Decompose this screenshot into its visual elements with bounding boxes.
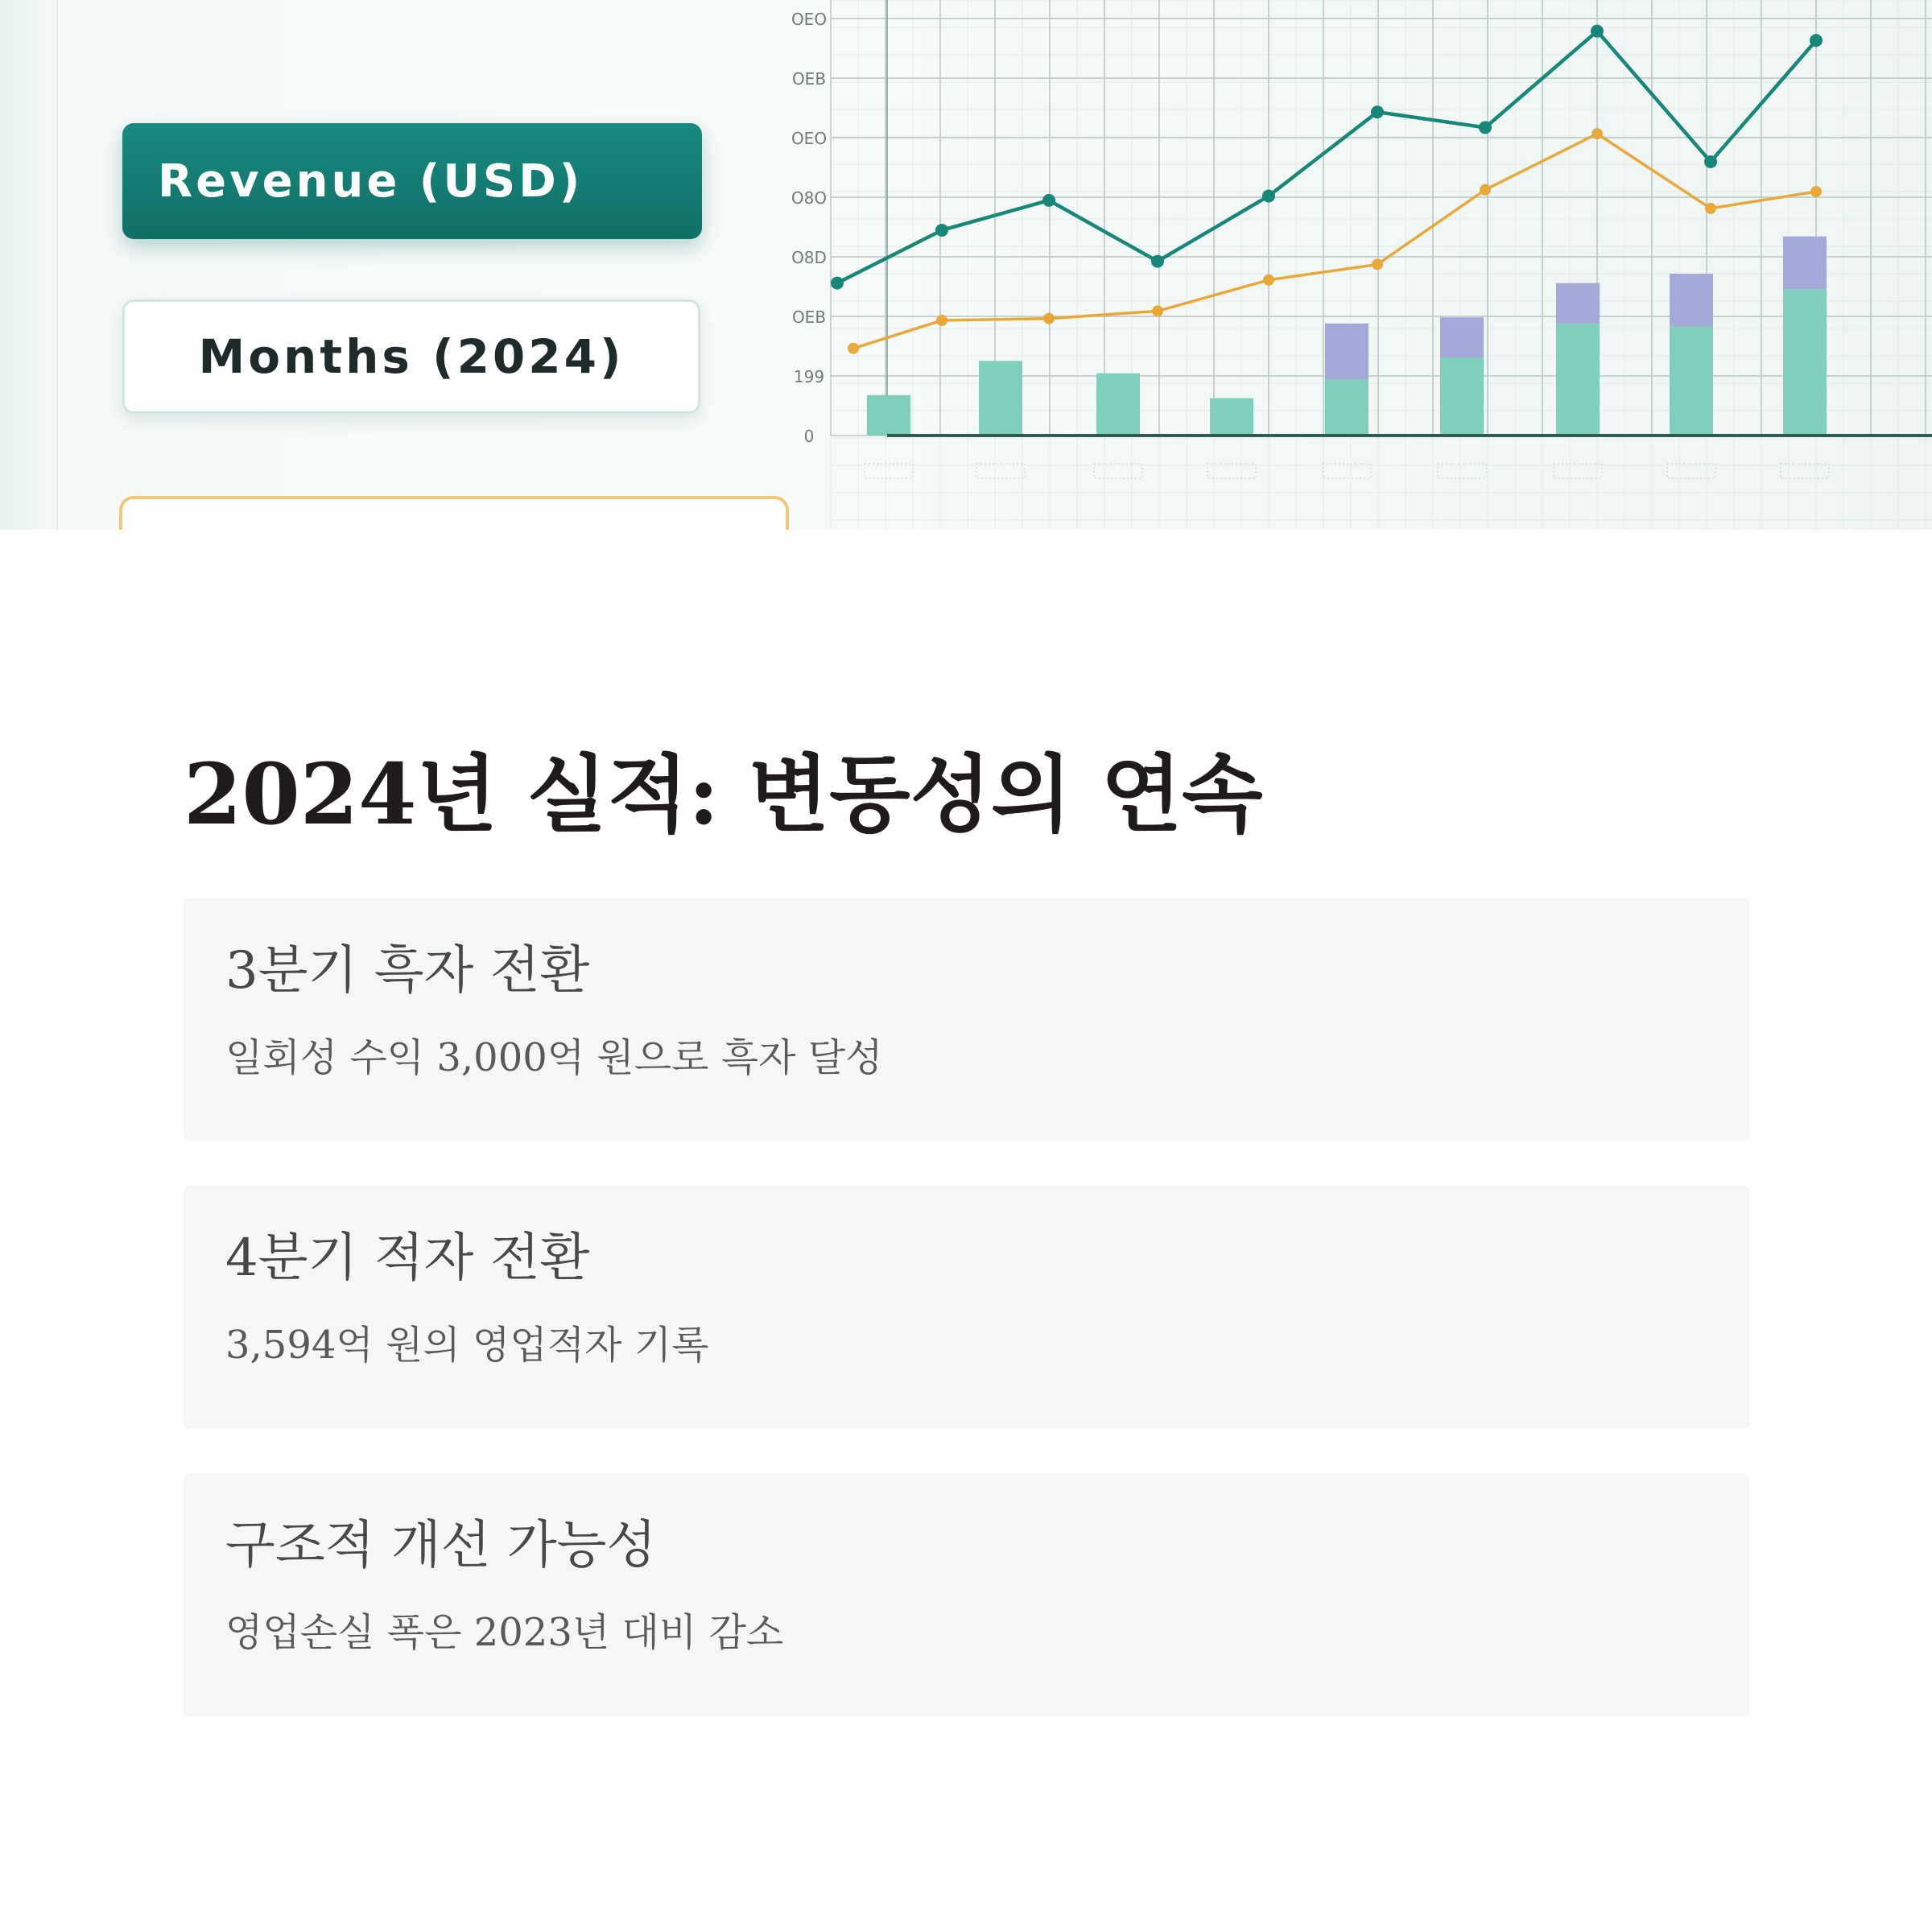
y-tick-label: OEB [791,308,827,327]
bar-base [1096,374,1140,436]
revenue-chart [773,0,1932,530]
bar-base [1325,379,1368,436]
bar-base [1210,398,1253,436]
card-q3-turnaround [184,898,1750,1141]
bar-stack [1783,237,1827,290]
x-tick-label-placeholder [1208,464,1256,478]
series-point [848,343,859,354]
bar-base [867,395,910,436]
bar-stack [1556,283,1600,324]
card-q4-loss [184,1186,1750,1429]
bar-base [1440,357,1484,436]
y-tick-label: 199 [793,367,825,386]
y-tick-label: OEO [791,129,828,148]
bar-base [1556,324,1600,436]
x-tick-label-placeholder [1438,464,1486,478]
months-label: Months (2024) [198,329,625,384]
series-point [1262,189,1275,202]
bar-base [979,361,1022,436]
bar-stack [1325,324,1368,380]
hero-frame-edge [0,0,58,530]
x-tick-label-placeholder [1323,464,1371,478]
series-point [1480,184,1491,196]
x-tick-label-placeholder [865,464,913,478]
card-title: 구조적 개선 가능성 [225,1516,657,1575]
series-point [1043,313,1055,324]
revenue-label: Revenue (USD) [158,155,584,208]
y-tick-label: O8D [791,248,827,267]
card-description: 3,594억 원의 영업적자 기록 [225,1323,709,1368]
series-point [1704,155,1717,168]
card-title: 4분기 적자 전환 [225,1228,590,1288]
series-point [935,224,948,237]
series-point [1042,194,1055,207]
page-title: 2024년 실적: 변동성의 연속 [184,745,1263,844]
series-point [1152,305,1163,316]
series-point [1705,203,1716,214]
months-label-pill [122,299,700,414]
series-point [1372,258,1383,270]
series-line [837,31,1816,283]
series-point [1810,34,1823,47]
bar-stack [1670,274,1713,327]
x-tick-label-placeholder [1667,464,1715,478]
series-point [1371,105,1384,118]
series-point [1591,25,1604,38]
hero-banner [0,0,1932,530]
y-tick-label: OEB [791,69,827,89]
card-title: 3분기 흑자 전환 [225,941,590,1001]
card-structural-improvement [184,1473,1750,1716]
card-description: 영업손실 폭은 2023년 대비 감소 [225,1610,784,1655]
series-point [1479,121,1492,134]
series-point [1263,275,1274,286]
series-point [1151,255,1164,268]
partial-label-pill [119,496,789,530]
x-tick-label-placeholder [976,464,1025,478]
bar-base [1783,289,1827,436]
x-tick-label-placeholder [1781,464,1829,478]
x-tick-label-placeholder [1094,464,1142,478]
series-point [936,315,947,326]
y-tick-label: OEO [791,10,828,29]
y-tick-label: 0 [803,427,815,446]
y-tick-label: O8O [791,188,828,208]
series-point [1810,186,1822,197]
x-tick-label-placeholder [1554,464,1602,478]
bar-base [1670,327,1713,436]
revenue-label-pill [122,123,702,239]
bar-stack [1440,317,1484,357]
card-description: 일회성 수익 3,000억 원으로 흑자 달성 [225,1035,883,1080]
series-point [1591,128,1603,139]
series-point [831,277,844,290]
